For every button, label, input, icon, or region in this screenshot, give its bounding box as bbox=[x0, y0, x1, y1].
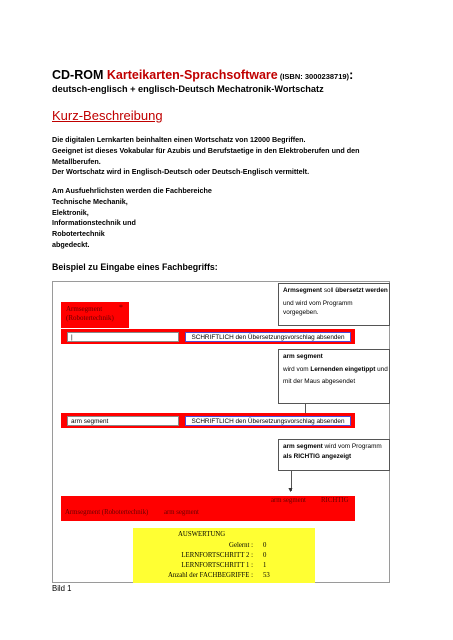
evaluation-value: 0 bbox=[263, 542, 267, 549]
submit-translation-button[interactable]: SCHRIFTLICH den Übersetzungsvorschlag absenden bbox=[185, 332, 351, 342]
result-answer: arm segment bbox=[271, 497, 306, 504]
callout-text: wird vom Programm bbox=[322, 443, 382, 450]
callout-term: arm segment bbox=[283, 443, 323, 450]
title-suffix: : bbox=[349, 68, 354, 82]
answer-input[interactable]: | bbox=[67, 332, 179, 342]
figure-caption: Bild 1 bbox=[52, 584, 72, 593]
example-figure bbox=[52, 281, 390, 583]
callout-text: vorgegeben. bbox=[283, 309, 319, 316]
callout-text: mit der Maus abgesendet bbox=[283, 378, 356, 385]
title-product-name: Karteikarten-Sprachsoftware bbox=[106, 68, 278, 82]
callout-prompt bbox=[278, 283, 390, 326]
intro-paragraph bbox=[52, 135, 360, 178]
evaluation-value: 1 bbox=[263, 562, 267, 569]
section-heading: Kurz-Beschreibung bbox=[52, 108, 163, 123]
callout-verdict: als RICHTIG angezeigt bbox=[283, 452, 352, 460]
term-card-word: Armsegment bbox=[66, 305, 103, 313]
intro-line: Metallberufen. bbox=[52, 156, 101, 166]
evaluation-label: Anzahl der FACHBEGRIFFE : bbox=[167, 572, 253, 579]
callout-text: und wird vom Programm bbox=[283, 299, 353, 307]
answer-input-filled[interactable]: arm segment bbox=[67, 416, 179, 426]
intro-line: Geeignet ist dieses Vokabular für Azubis und Berufstaetige in den Elektroberufen und den bbox=[52, 145, 360, 155]
callout-actor: Lernenden eingetippt bbox=[310, 365, 376, 373]
document-title bbox=[52, 68, 353, 82]
submit-translation-button-filled[interactable]: SCHRIFTLICH den Übersetzungsvorschlag absenden bbox=[185, 416, 351, 426]
evaluation-title: AUSWERTUNG bbox=[178, 531, 226, 538]
title-isbn: (ISBN: 3000238719) bbox=[277, 72, 350, 81]
callout-action: übersetzt werden bbox=[335, 287, 388, 294]
topics-line: Informationstechnik und bbox=[52, 218, 136, 228]
term-card-category: (Robotertechnik) bbox=[66, 314, 114, 322]
callout-result bbox=[278, 439, 390, 471]
result-bar bbox=[61, 496, 355, 521]
title-prefix: CD-ROM bbox=[52, 68, 107, 82]
callout-term: Armsegment bbox=[283, 287, 323, 294]
callout-text: soll bbox=[322, 287, 336, 294]
evaluation-row bbox=[133, 551, 315, 561]
topics-line: Robotertechnik bbox=[52, 229, 105, 239]
evaluation-label: LERNFORTSCHRITT 2 : bbox=[181, 552, 253, 559]
evaluation-row bbox=[133, 541, 315, 551]
result-status: RICHTIG bbox=[321, 497, 349, 504]
term-card-marker: * bbox=[119, 303, 123, 312]
example-heading: Beispiel zu Eingabe eines Fachbegriffs: bbox=[52, 262, 218, 272]
arrow-down-icon: ▼ bbox=[287, 487, 294, 494]
evaluation-value: 0 bbox=[263, 552, 267, 559]
topics-line: Elektronik, bbox=[52, 207, 89, 217]
callout-text: und bbox=[375, 365, 388, 373]
callout-term: arm segment bbox=[283, 353, 323, 360]
topics-line: Am Ausfuehrlichsten werden die Fachbereiche bbox=[52, 186, 212, 195]
topics-line: Technische Mechanik, bbox=[52, 196, 128, 206]
evaluation-label: Gelernt : bbox=[229, 542, 253, 549]
evaluation-rows bbox=[133, 541, 315, 581]
result-term: Armsegment (Robotertechnik) bbox=[65, 509, 149, 516]
document-subtitle: deutsch-englisch + englisch-Deutsch Mechatronik-Wortschatz bbox=[52, 84, 324, 94]
evaluation-value: 53 bbox=[263, 572, 270, 579]
evaluation-label: LERNFORTSCHRITT 1 : bbox=[181, 562, 253, 569]
topics-line: abgedeckt. bbox=[52, 239, 90, 249]
intro-line: Der Wortschatz wird in Englisch-Deutsch oder Deutsch-Englisch vermittelt. bbox=[52, 167, 310, 177]
topics-paragraph bbox=[52, 186, 212, 251]
evaluation-row bbox=[133, 561, 315, 571]
evaluation-row bbox=[133, 571, 315, 581]
evaluation-panel bbox=[133, 528, 315, 583]
intro-line: Die digitalen Lernkarten beinhalten einen Wortschatz von 12000 Begriffen. bbox=[52, 135, 306, 144]
callout-text: wird vom bbox=[283, 365, 311, 373]
result-input: arm segment bbox=[164, 509, 199, 516]
term-card bbox=[61, 302, 129, 328]
callout-typed bbox=[278, 349, 390, 404]
